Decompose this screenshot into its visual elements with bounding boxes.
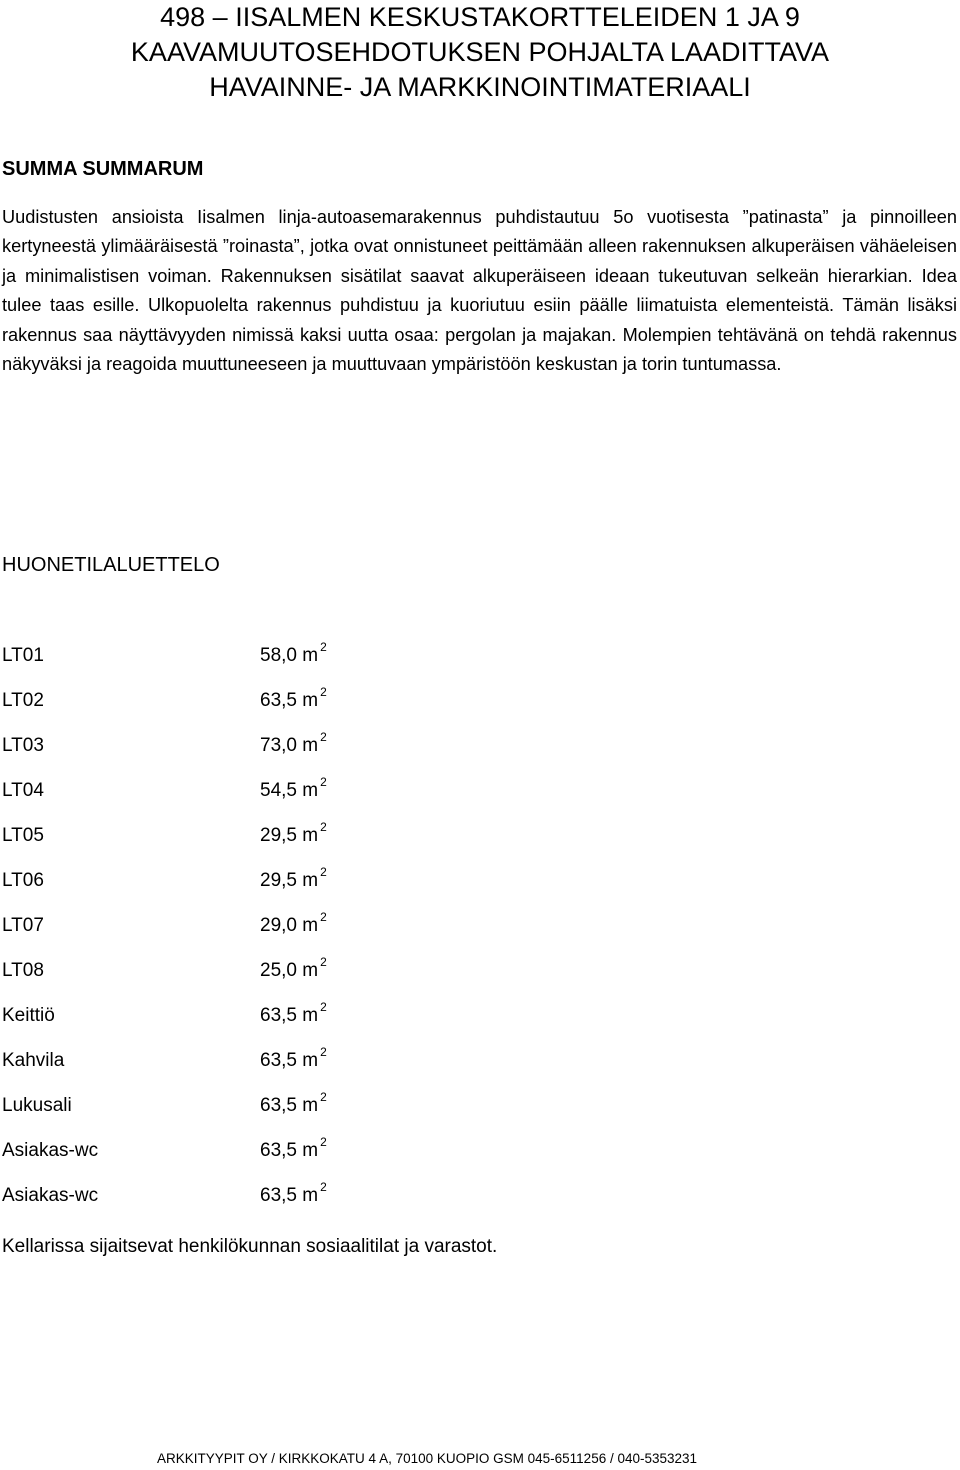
room-area-value: 29,0 (260, 915, 297, 936)
room-area-unit: m (302, 915, 319, 936)
room-name: LT05 (2, 825, 44, 846)
room-row (2, 820, 502, 865)
room-area (260, 1180, 327, 1212)
room-area-value: 29,5 (260, 870, 297, 891)
room-row (2, 1045, 502, 1090)
room-area-value: 25,0 (260, 960, 297, 981)
room-area-unit: m (302, 1185, 319, 1206)
room-area-value: 29,5 (260, 825, 297, 846)
room-area-exponent: 2 (320, 730, 327, 745)
room-row (2, 865, 502, 910)
summary-heading: SUMMA SUMMARUM (2, 158, 204, 180)
room-area (260, 955, 327, 987)
room-row (2, 640, 502, 685)
room-area-unit: m (302, 1140, 319, 1161)
room-list-heading: HUONETILALUETTELO (2, 554, 220, 576)
room-row (2, 730, 502, 775)
room-name: LT04 (2, 780, 44, 801)
room-row (2, 775, 502, 820)
room-area-unit: m (302, 735, 319, 756)
room-name: Kahvila (2, 1050, 65, 1071)
room-area-value: 54,5 (260, 780, 297, 801)
room-area-unit: m (302, 690, 319, 711)
room-area-value: 63,5 (260, 690, 297, 711)
page-title-line: 498 – IISALMEN KESKUSTAKORTTELEIDEN 1 JA 9 (160, 2, 800, 32)
room-name: LT02 (2, 690, 44, 711)
room-area (260, 1135, 327, 1167)
room-area-exponent: 2 (320, 1045, 327, 1060)
room-area-exponent: 2 (320, 820, 327, 835)
room-area (260, 640, 327, 672)
room-name: LT07 (2, 915, 44, 936)
summary-paragraph: Uudistusten ansioista Iisalmen linja-autoasemarakennus puhdistautuu 5o vuotisesta ”patinasta” ja pinnoilleen kertyneestä ylimääräisestä ”roinasta”, jotka ovat onnistuneet peittämään alleen rakennuksen alkuperäisen vähäeleisen ja minimalistisen voiman. Rakennuksen sisätilat saavat alkuperäiseen ideaan tukeutuvan selkeän hierarkian. Idea tulee taas esille. Ulkopuolelta rakennus puhdistuu ja kuoriutuu esiin päälle liimatuista elementeistä. Tämän lisäksi rakennus saa näyttävyyden nimissä kaksi uutta osaa: pergolan ja majakan. Molempien tehtävänä on tehdä rakennus näkyväksi ja reagoida muuttuneeseen ja muuttuvaan ympäristöön keskustan ja torin tuntumassa. (2, 207, 957, 375)
page-title-line: KAAVAMUUTOSEHDOTUKSEN POHJALTA LAADITTAVA (130, 37, 830, 67)
room-area (260, 1090, 327, 1122)
room-area-exponent: 2 (320, 1180, 327, 1195)
room-row (2, 910, 502, 955)
page-title-line: HAVAINNE- JA MARKKINOINTIMATERIAALI (209, 72, 751, 102)
room-area (260, 685, 327, 717)
room-name: LT06 (2, 870, 44, 891)
room-list (2, 640, 502, 1225)
room-area (260, 910, 327, 942)
room-area-value: 63,5 (260, 1095, 297, 1116)
room-area-unit: m (302, 1005, 319, 1026)
room-area-exponent: 2 (320, 685, 327, 700)
room-area-exponent: 2 (320, 1000, 327, 1015)
room-row (2, 685, 502, 730)
room-area (260, 1045, 327, 1077)
room-row (2, 1180, 502, 1225)
room-area (260, 820, 327, 852)
room-area-unit: m (302, 870, 319, 891)
footer-contact: ARKKITYYPIT OY / KIRKKOKATU 4 A, 70100 KUOPIO GSM 045-6511256 / 040-5353231 (157, 1451, 698, 1466)
room-name: LT08 (2, 960, 44, 981)
room-area-exponent: 2 (320, 1135, 327, 1150)
room-area (260, 1000, 327, 1032)
room-area (260, 730, 327, 762)
basement-note: Kellarissa sijaitsevat henkilökunnan sosiaalitilat ja varastot. (2, 1236, 498, 1257)
room-area-value: 63,5 (260, 1005, 297, 1026)
room-area-exponent: 2 (320, 1090, 327, 1105)
room-name: Keittiö (2, 1005, 55, 1026)
room-area-exponent: 2 (320, 640, 327, 655)
room-row (2, 1090, 502, 1135)
room-area-value: 73,0 (260, 735, 297, 756)
room-area-value: 63,5 (260, 1140, 297, 1161)
room-area-exponent: 2 (320, 865, 327, 880)
room-area (260, 865, 327, 897)
room-name: LT03 (2, 735, 44, 756)
room-row (2, 955, 502, 1000)
room-row (2, 1000, 502, 1045)
room-name: Asiakas-wc (2, 1140, 99, 1161)
room-name: Lukusali (2, 1095, 72, 1116)
room-area-exponent: 2 (320, 775, 327, 790)
room-area-unit: m (302, 960, 319, 981)
room-name: LT01 (2, 645, 44, 666)
page-title (0, 0, 960, 105)
room-area-value: 63,5 (260, 1050, 297, 1071)
room-area-unit: m (302, 1050, 319, 1071)
room-area-exponent: 2 (320, 910, 327, 925)
room-area-unit: m (302, 1095, 319, 1116)
room-area-value: 63,5 (260, 1185, 297, 1206)
room-area-value: 58,0 (260, 645, 297, 666)
room-row (2, 1135, 502, 1180)
room-name: Asiakas-wc (2, 1185, 99, 1206)
room-area-unit: m (302, 825, 319, 846)
room-area-exponent: 2 (320, 955, 327, 970)
room-area-unit: m (302, 780, 319, 801)
room-area (260, 775, 327, 807)
room-area-unit: m (302, 645, 319, 666)
